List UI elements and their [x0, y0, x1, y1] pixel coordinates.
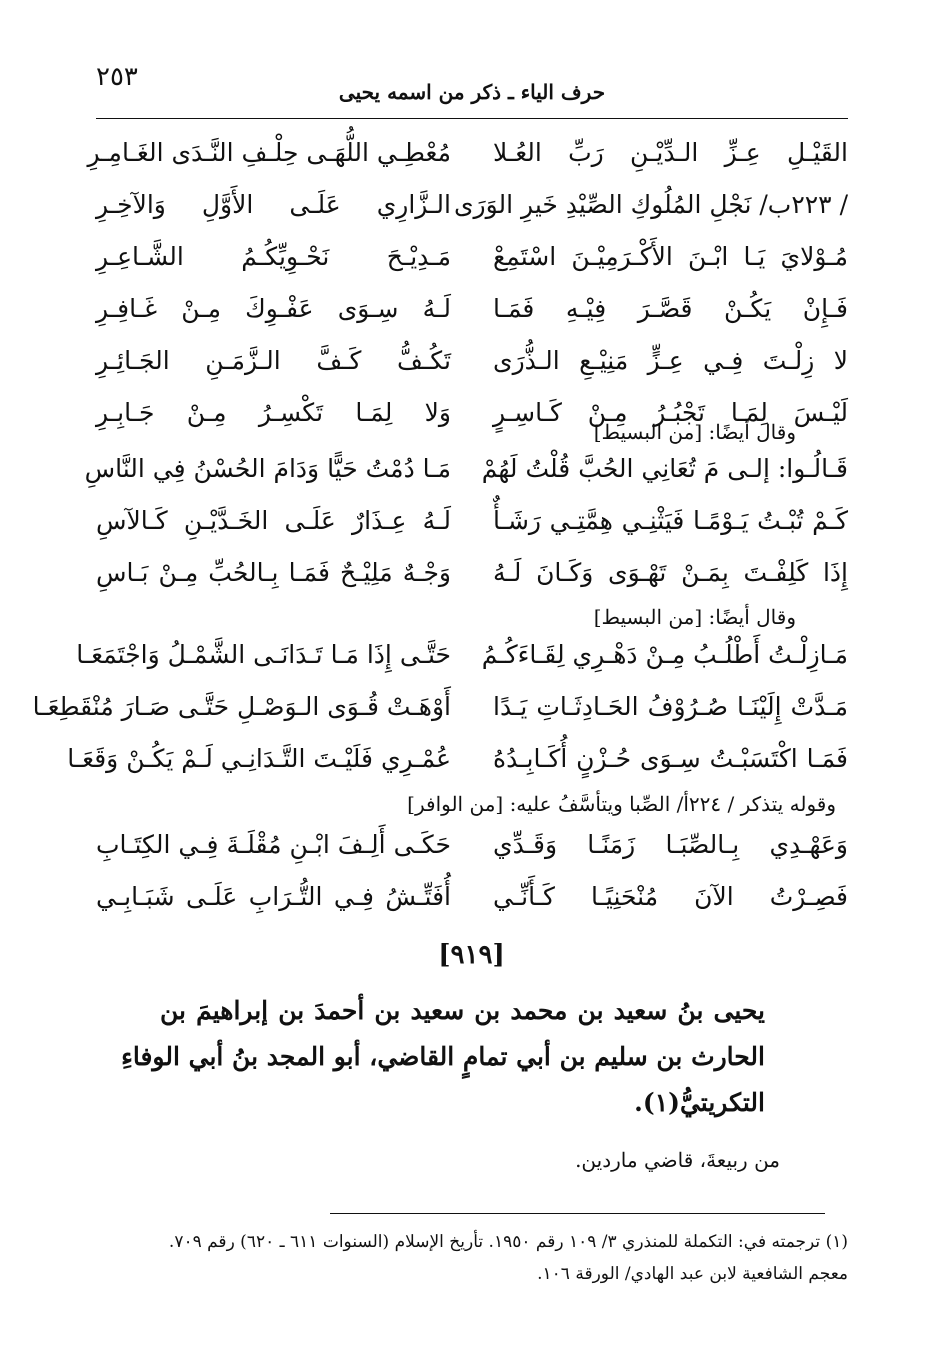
verse: [76, 632, 848, 684]
second-hemistich: مَـدِيْـحَ نَحْـوِيِّكُـمُ الشَّـاعِـرِ: [96, 242, 451, 271]
second-hemistich: أَوْهَـتْ قُـوَى الـوَصْـلِ حَتَّـى صَـارَ مُنْقَطِعَـا: [32, 692, 451, 721]
poem-3: [32, 632, 848, 788]
poem-1: [87, 130, 848, 442]
entry-title-line: الحارث بن سليم بن أبي تمامٍ القاضي، أبو المجد بنُ أبي الوفاءِ: [121, 1042, 765, 1071]
second-hemistich: تَكُـفُّ كَـفَّ الـزَّمَـنِ الجَـائِـرِ: [96, 346, 451, 375]
footnotes: [96, 1232, 848, 1296]
poem-2: [84, 446, 848, 602]
verse: [87, 130, 848, 182]
poem-intro: وقال أيضًا: [من البسيط]: [593, 420, 796, 444]
first-hemistich: كَـمْ تُبْـتُ يَـوْمًـا فَيَثْنِـي هِمَّتِـي رَشَـأٌ: [493, 506, 848, 535]
verse: [96, 286, 848, 338]
verse: [96, 822, 848, 874]
poem-intro: وقال أيضًا: [من البسيط]: [593, 605, 796, 629]
second-hemistich: الـزَّارِي عَلَـى الأَوَّلِ وَالآخِـرِ: [96, 190, 451, 219]
poem-4: [96, 822, 848, 926]
footnote-line: معجم الشافعية لابن عبد الهادي/ الورقة ١٠٦.: [537, 1264, 848, 1284]
header-rule: [96, 118, 848, 119]
page-number: ٢٥٣: [96, 62, 138, 92]
entry-body: من ربيعةَ، قاضي ماردين.: [575, 1148, 780, 1172]
footnote-rule: [330, 1213, 825, 1214]
verse: [96, 874, 848, 926]
second-hemistich: عُمْـرِي فَلَيْـتَ التَّـدَانِـي لَـمْ يَكُـنْ وَقَعَـا: [67, 744, 451, 773]
first-hemistich: فَـإِنْ يَكُـنْ قَصَّـرَ فِيْـهِ فَمَـا: [493, 294, 848, 323]
verse: [67, 736, 848, 788]
first-hemistich: لَيْـسَ لِمَـا تَجْبُـرُ مِـنْ كَـاسِـرٍ: [493, 398, 848, 427]
first-hemistich: / ٢٢٣ب/ نَجْلِ المُلُوكِ الصِّيْدِ خَيرِ الوَرَى: [453, 190, 848, 219]
first-hemistich: قَـالُـوا: إلـى مَ تُعَانِي الحُبَّ قُلْتُ لَهُمْ: [481, 454, 848, 483]
running-title: حرف الياء ـ ذكر من اسمه يحيى: [338, 80, 606, 104]
second-hemistich: أُفَتِّـشُ فِـي التُّـرَابِ عَلَـى شَبَـابِـي: [96, 882, 451, 911]
second-hemistich: حَكَـى أَلِـفَ ابْـنِ مُقْلَـةَ فِـي الكِتَـابِ: [96, 830, 451, 859]
verse: [96, 498, 848, 550]
verse: [96, 338, 848, 390]
entry-title-line: يحيى بنُ سعيد بن محمد بن سعيد بن أحمدَ بن إبراهيمَ بن: [160, 996, 765, 1025]
first-hemistich: فَصِـرْتُ الآنَ مُنْحَنِيًـا كَـأَنِّـي: [493, 882, 848, 911]
first-hemistich: لا زِلْـتَ فِـي عِـزٍّ مَنِيْـعِ الـذُّرَى: [493, 346, 848, 375]
verse: [96, 550, 848, 602]
verse: [96, 182, 848, 234]
second-hemistich: مُعْطِـي اللُّهَـى حِلْـفِ النَّـدَى الغَـامِـرِ: [87, 138, 451, 167]
footnote-line: (١) ترجمته في: التكملة للمنذري ٣/ ١٠٩ رقم ١٩٥٠. تأريخ الإسلام (السنوات ٦١١ ـ ٦٢٠) رقم ٧٠٩.: [168, 1232, 848, 1252]
first-hemistich: وَعَهْـدِي بِـالصِّبَـا زَمَنًـا وَقَـدِّي: [493, 830, 848, 859]
page-header: [96, 62, 848, 112]
poem-intro: وقوله يتذكر / ٢٢٤أ/ الصِّبا ويتأسَّفُ عليه: [من الوافر]: [407, 792, 836, 816]
first-hemistich: القَيْـلِ عِـزِّ الـدِّيْـنِ رَبِّ العُـلا: [493, 138, 848, 167]
entry-title: [121, 996, 765, 1134]
verse: [84, 446, 848, 498]
first-hemistich: مُـوْلايَ يَـا ابْـنَ الأَكْـرَمِيْـنَ اسْتَمِعْ: [493, 242, 848, 271]
first-hemistich: مَـدَّتْ إِلَيْنَـا صُـرُوْفُ الحَـادِثَـاتِ يَـدًا: [493, 692, 848, 721]
entry-title-line: التكريتيُّ(١).: [634, 1088, 765, 1117]
first-hemistich: إِذَا كَلِفْـتَ بِمَـنْ تَهْـوَى وَكَـانَ لَـهُ: [493, 558, 848, 587]
second-hemistich: وَلا لِمَـا تَكْسِـرُ مِـنْ جَـابِـرِ: [96, 398, 451, 427]
first-hemistich: فَمَـا اكْتَسَبْـتُ سِـوَى حُـزْنٍ أُكَـابِـدُهُ: [493, 744, 848, 773]
second-hemistich: وَجْـهٌ مَلِيْـحٌ فَمَـا بِـالحُبِّ مِـنْ بَـاسِ: [96, 558, 451, 587]
second-hemistich: مَـا دُمْتُ حَيًّا وَدَامَ الحُسْنُ فِي النَّاسِ: [84, 454, 451, 483]
verse: [32, 684, 848, 736]
second-hemistich: حَتَّـى إِذَا مَـا تَـدَانَـى الشَّمْـلُ وَاجْتَمَعَـا: [76, 640, 451, 669]
verse: [96, 234, 848, 286]
first-hemistich: مَـازِلْـتُ أَطْلُـبُ مِـنْ دَهْـرِي لِقَـاءَكُـمُ: [481, 640, 848, 669]
entry-number: [٩١٩]: [438, 940, 505, 970]
second-hemistich: لَـهُ عِـذَارٌ عَلَـى الخَـدَّيْـنِ كَـالآسِ: [96, 506, 451, 535]
second-hemistich: لَـهُ سِـوَى عَفْـوِكَ مِـنْ غَـافِـرِ: [96, 294, 451, 323]
